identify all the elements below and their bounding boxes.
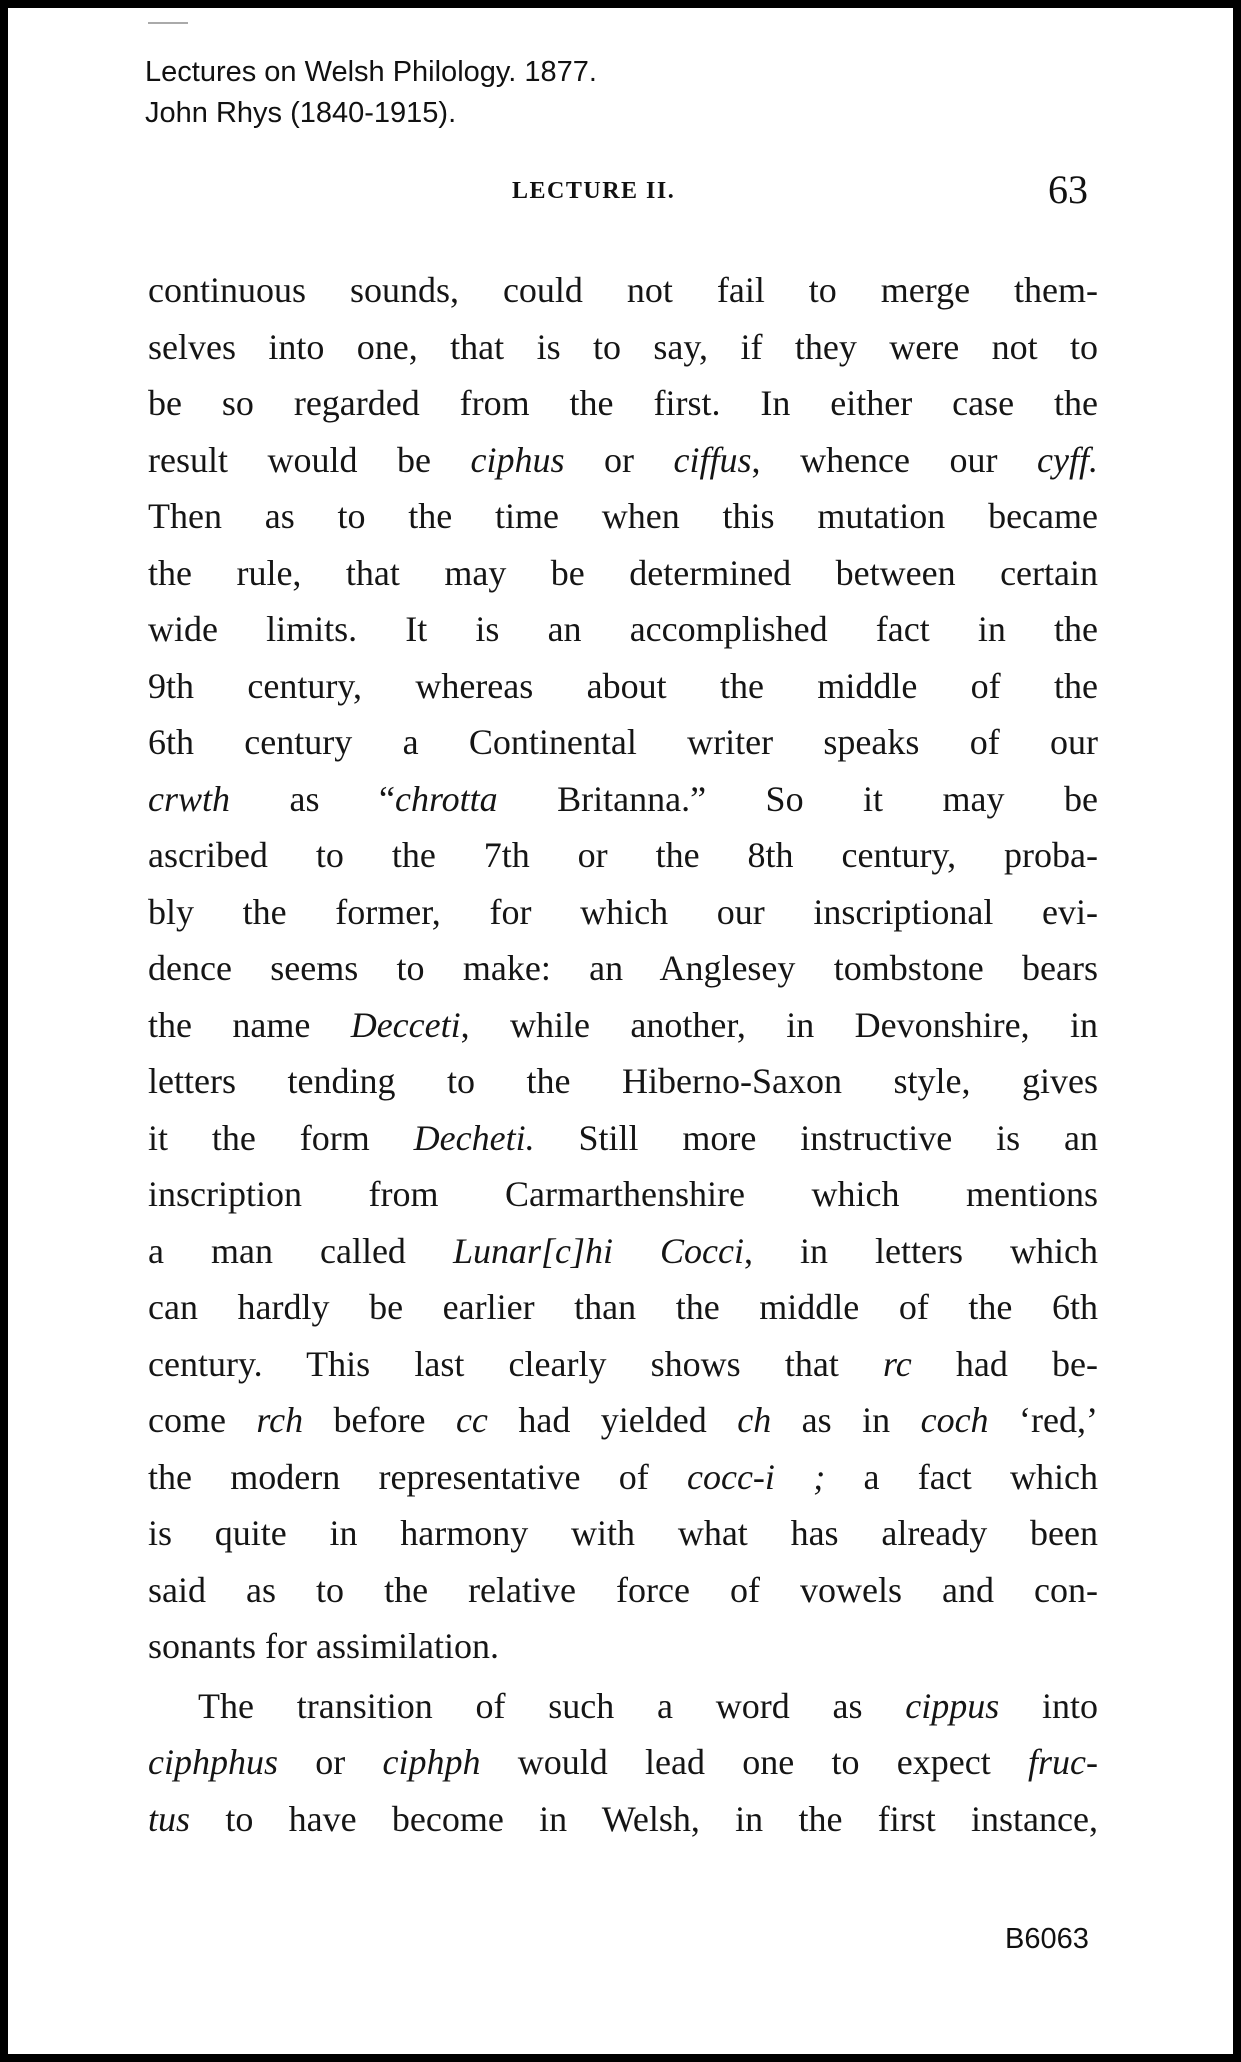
text-run: a man called xyxy=(148,1230,453,1271)
italic-term: tus xyxy=(148,1798,191,1839)
text-run: wide limits. It is an accomplished fact in the xyxy=(148,609,1098,649)
italic-term: ciffus xyxy=(673,439,752,480)
text-run: result would be xyxy=(148,439,471,480)
text-line xyxy=(148,545,1098,602)
text-run: a fact which xyxy=(825,1456,1099,1497)
text-run: come xyxy=(148,1400,257,1440)
text-run: 6th century a Continental writer speaks of our xyxy=(148,722,1098,762)
text-run: or xyxy=(278,1742,383,1782)
italic-term: cc xyxy=(455,1400,488,1440)
text-run: had yielded xyxy=(487,1400,738,1440)
text-run: Still more instructive is an xyxy=(534,1117,1098,1158)
italic-term: cocc-i ; xyxy=(687,1456,826,1497)
text-line xyxy=(148,940,1098,997)
text-line xyxy=(148,997,1098,1054)
text-line xyxy=(148,1392,1098,1449)
text-line xyxy=(148,488,1098,545)
text-run: the name xyxy=(148,1004,351,1045)
text-run: Then as to the time when this mutation became xyxy=(148,496,1098,536)
text-run: as in xyxy=(771,1400,921,1440)
book-page xyxy=(8,8,1233,2054)
text-run: selves into one, that is to say, if they were not to xyxy=(148,326,1098,367)
italic-term: Decheti. xyxy=(413,1117,535,1158)
text-run: as “ xyxy=(230,778,395,819)
text-run: the rule, that may be determined between certain xyxy=(148,552,1098,593)
text-run: said as to the relative force of vowels and con- xyxy=(148,1569,1098,1610)
reference-code: B6063 xyxy=(1005,1923,1089,1955)
text-run: letters tending to the Hiberno-Saxon style, gives xyxy=(148,1061,1098,1101)
text-run: sonants for assimilation. xyxy=(148,1626,499,1666)
paragraph xyxy=(148,262,1098,1675)
text-run: to have become in Welsh, in the first instance, xyxy=(190,1798,1098,1839)
text-line xyxy=(148,262,1098,319)
book-title-line: Lectures on Welsh Philology. 1877. xyxy=(145,56,597,88)
text-line xyxy=(148,714,1098,771)
text-line xyxy=(148,1223,1098,1280)
italic-term: ciphph xyxy=(382,1742,481,1782)
text-run: Britanna.” So it may be xyxy=(497,778,1098,819)
text-run: would lead one to expect xyxy=(480,1742,1028,1782)
text-line xyxy=(148,771,1098,828)
text-run: century. This last clearly shows that xyxy=(148,1343,884,1384)
text-line xyxy=(148,601,1098,658)
italic-term: Decceti xyxy=(350,1004,461,1045)
text-line xyxy=(148,375,1098,432)
running-head: LECTURE II. xyxy=(512,178,676,204)
text-line xyxy=(148,658,1098,715)
text-run: bly the former, for which our inscriptional evi- xyxy=(148,891,1098,932)
text-run: , while another, in Devonshire, in xyxy=(460,1004,1098,1045)
text-run: or xyxy=(564,439,674,480)
text-run: ‘red,’ xyxy=(988,1400,1098,1440)
italic-term: ciphus xyxy=(470,439,565,480)
author-line: John Rhys (1840-1915). xyxy=(145,97,457,129)
text-line xyxy=(148,1053,1098,1110)
text-line xyxy=(148,432,1098,489)
text-line xyxy=(148,1279,1098,1336)
text-line xyxy=(148,1562,1098,1619)
body-text xyxy=(148,262,1098,1850)
text-run: the modern representative of xyxy=(148,1456,687,1497)
italic-term: chrotta xyxy=(394,778,498,819)
text-line xyxy=(148,884,1098,941)
text-line xyxy=(148,827,1098,884)
italic-term: rch xyxy=(256,1400,304,1440)
text-run: before xyxy=(303,1400,456,1440)
text-line xyxy=(148,1618,1098,1675)
text-line xyxy=(148,1734,1098,1791)
text-run: be so regarded from the first. In either case the xyxy=(148,383,1098,423)
text-line xyxy=(148,319,1098,376)
text-run: is quite in harmony with what has already been xyxy=(148,1513,1098,1553)
text-run: continuous sounds, could not fail to merge them- xyxy=(148,270,1098,310)
scan-artifact xyxy=(148,22,188,24)
text-run: can hardly be earlier than the middle of the 6th xyxy=(148,1287,1098,1327)
text-run: it the form xyxy=(148,1117,414,1158)
italic-term: cyff. xyxy=(1037,439,1098,480)
text-line xyxy=(148,1791,1098,1848)
italic-term: crwth xyxy=(148,778,231,819)
text-line xyxy=(148,1678,1098,1735)
text-line xyxy=(148,1505,1098,1562)
text-line xyxy=(148,1166,1098,1223)
text-line xyxy=(148,1336,1098,1393)
italic-term: rc xyxy=(883,1343,912,1384)
text-run: 9th century, whereas about the middle of the xyxy=(148,665,1098,706)
text-run: dence seems to make: an Anglesey tombstone bears xyxy=(148,948,1098,988)
italic-term: ch xyxy=(737,1400,772,1440)
italic-term: fruc- xyxy=(1028,1742,1098,1782)
text-line xyxy=(148,1110,1098,1167)
italic-term: coch xyxy=(920,1400,989,1440)
catalog-note xyxy=(145,52,597,134)
text-run: ascribed to the 7th or the 8th century, proba- xyxy=(148,835,1098,875)
text-run: , in letters which xyxy=(743,1230,1098,1271)
text-run: The transition of such a word as xyxy=(198,1685,906,1726)
text-run: inscription from Carmarthenshire which mentions xyxy=(148,1174,1098,1214)
paragraph xyxy=(148,1678,1098,1848)
italic-term: ciphphus xyxy=(148,1742,278,1782)
italic-term: Lunar[c]hi Cocci xyxy=(452,1230,744,1271)
text-run: , whence our xyxy=(751,439,1038,480)
text-run: into xyxy=(999,1685,1098,1726)
italic-term: cippus xyxy=(905,1685,1000,1726)
text-line xyxy=(148,1449,1098,1506)
text-run: had be- xyxy=(911,1343,1098,1384)
page-number: 63 xyxy=(1048,167,1088,212)
